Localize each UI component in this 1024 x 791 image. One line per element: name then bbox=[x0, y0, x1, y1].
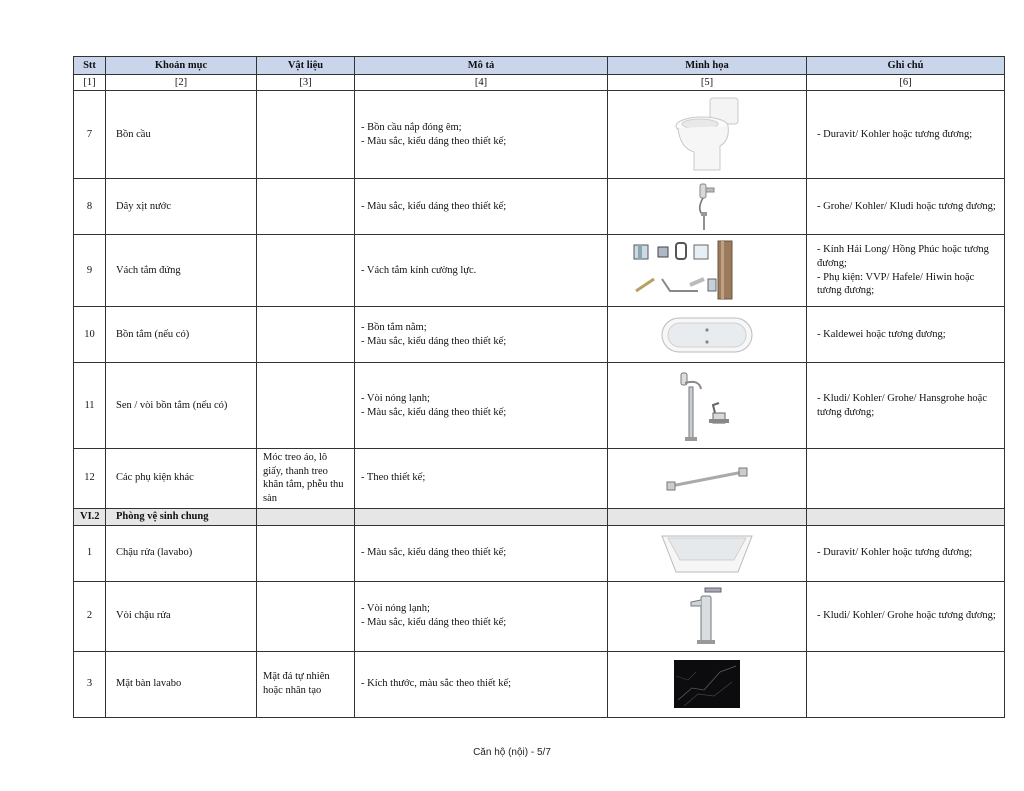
table-row bbox=[74, 449, 1005, 509]
shower-glass-hardware-icon bbox=[632, 239, 782, 303]
row-description bbox=[355, 179, 608, 235]
description-line: - Vòi nóng lạnh; bbox=[361, 603, 430, 615]
index-cell: [2] bbox=[106, 75, 257, 91]
note-line: - Grohe/ Kohler/ Kludi hoặc tương đương; bbox=[817, 200, 996, 212]
index-cell: [4] bbox=[355, 75, 608, 91]
table-row bbox=[74, 307, 1005, 363]
row-material bbox=[257, 581, 355, 651]
index-cell: [5] bbox=[608, 75, 807, 91]
row-illustration bbox=[608, 307, 807, 363]
section-title: Phòng vệ sinh chung bbox=[106, 508, 257, 525]
header-item: Khoản mục bbox=[106, 57, 257, 75]
row-item: Mặt bàn lavabo bbox=[106, 651, 257, 717]
row-illustration bbox=[608, 91, 807, 179]
row-illustration bbox=[608, 235, 807, 307]
index-cell: [1] bbox=[74, 75, 106, 91]
header-row bbox=[74, 57, 1005, 75]
row-stt: 12 bbox=[74, 449, 106, 509]
description-line: - Màu sắc, kiểu dáng theo thiết kế; bbox=[361, 135, 507, 147]
bidet-spray-icon bbox=[692, 182, 722, 232]
note-line: - Kính Hải Long/ Hồng Phúc hoặc tương đương; bbox=[817, 244, 989, 269]
basin-faucet-icon bbox=[687, 586, 727, 646]
header-note: Ghi chú bbox=[807, 57, 1005, 75]
row-description bbox=[355, 363, 608, 449]
row-item: Các phụ kiện khác bbox=[106, 449, 257, 509]
washbasin-icon bbox=[660, 530, 754, 576]
row-material bbox=[257, 363, 355, 449]
row-stt: 10 bbox=[74, 307, 106, 363]
row-material bbox=[257, 235, 355, 307]
description-line: - Bồn cầu nắp đóng êm; bbox=[361, 121, 462, 133]
header-illustration: Minh họa bbox=[608, 57, 807, 75]
spec-table bbox=[73, 56, 1005, 718]
row-note bbox=[807, 651, 1005, 717]
note-line: - Kludi/ Kohler/ Grohe hoặc tương đương; bbox=[817, 610, 996, 622]
table-row bbox=[74, 581, 1005, 651]
row-description bbox=[355, 91, 608, 179]
row-description bbox=[355, 449, 608, 509]
row-description bbox=[355, 307, 608, 363]
row-illustration bbox=[608, 581, 807, 651]
row-item: Dây xịt nước bbox=[106, 179, 257, 235]
row-note bbox=[807, 449, 1005, 509]
row-material bbox=[257, 525, 355, 581]
row-note bbox=[807, 91, 1005, 179]
description-line: - Màu sắc, kiểu dáng theo thiết kế; bbox=[361, 406, 507, 418]
towel-bar-icon bbox=[665, 464, 749, 492]
description-line: - Vách tắm kính cường lực. bbox=[361, 264, 477, 276]
row-item: Vòi chậu rửa bbox=[106, 581, 257, 651]
table-row bbox=[74, 91, 1005, 179]
row-stt: 8 bbox=[74, 179, 106, 235]
row-note bbox=[807, 581, 1005, 651]
note-line: - Kludi/ Kohler/ Grohe/ Hansgrohe hoặc tương đương; bbox=[817, 392, 987, 418]
section-row bbox=[74, 508, 1005, 525]
row-illustration bbox=[608, 363, 807, 449]
note-line: - Kaldewei hoặc tương đương; bbox=[817, 328, 946, 340]
index-cell: [6] bbox=[807, 75, 1005, 91]
row-note bbox=[807, 179, 1005, 235]
row-stt: 3 bbox=[74, 651, 106, 717]
row-description bbox=[355, 651, 608, 717]
toilet-icon bbox=[672, 96, 742, 174]
description-line: - Kích thước, màu sắc theo thiết kế; bbox=[361, 678, 512, 690]
row-stt: 11 bbox=[74, 363, 106, 449]
index-row bbox=[74, 75, 1005, 91]
note-line: - Duravit/ Kohler hoặc tương đương; bbox=[817, 547, 973, 559]
black-marble-swatch-icon bbox=[674, 660, 740, 708]
row-stt: 7 bbox=[74, 91, 106, 179]
row-description bbox=[355, 235, 608, 307]
row-material: Mặt đá tự nhiên hoặc nhân tạo bbox=[257, 651, 355, 717]
row-item: Chậu rửa (lavabo) bbox=[106, 525, 257, 581]
row-item: Sen / vòi bồn tắm (nếu có) bbox=[106, 363, 257, 449]
note-line: - Phụ kiện: VVP/ Hafele/ Hiwin hoặc tương đương; bbox=[817, 271, 975, 297]
description-line: - Màu sắc, kiểu dáng theo thiết kế; bbox=[361, 617, 507, 629]
table-row bbox=[74, 525, 1005, 581]
row-material bbox=[257, 91, 355, 179]
row-illustration bbox=[608, 651, 807, 717]
header-description: Mô tả bbox=[355, 57, 608, 75]
table-row bbox=[74, 363, 1005, 449]
description-line: - Bồn tắm nằm; bbox=[361, 321, 427, 333]
tub-faucet-icon bbox=[675, 369, 739, 443]
row-illustration bbox=[608, 525, 807, 581]
row-item: Bồn cầu bbox=[106, 91, 257, 179]
row-item: Vách tắm đứng bbox=[106, 235, 257, 307]
row-description bbox=[355, 525, 608, 581]
index-cell: [3] bbox=[257, 75, 355, 91]
table-row bbox=[74, 651, 1005, 717]
section-stt: VI.2 bbox=[74, 508, 106, 525]
table-row bbox=[74, 235, 1005, 307]
row-stt: 1 bbox=[74, 525, 106, 581]
table-row bbox=[74, 179, 1005, 235]
description-line: - Vòi nóng lạnh; bbox=[361, 392, 430, 404]
description-line: - Theo thiết kế; bbox=[361, 472, 426, 484]
row-note bbox=[807, 307, 1005, 363]
page-footer: Căn hộ (nội) - 5/7 bbox=[473, 747, 551, 758]
description-line: - Màu sắc, kiểu dáng theo thiết kế; bbox=[361, 335, 507, 347]
row-description bbox=[355, 581, 608, 651]
header-stt: Stt bbox=[74, 57, 106, 75]
description-line: - Màu sắc, kiểu dáng theo thiết kế; bbox=[361, 547, 507, 559]
row-note bbox=[807, 525, 1005, 581]
note-line: - Duravit/ Kohler hoặc tương đương; bbox=[817, 128, 973, 140]
row-note bbox=[807, 363, 1005, 449]
bathtub-icon bbox=[660, 314, 754, 356]
row-material bbox=[257, 179, 355, 235]
description-line: - Màu sắc, kiểu dáng theo thiết kế; bbox=[361, 200, 507, 212]
row-note bbox=[807, 235, 1005, 307]
row-illustration bbox=[608, 179, 807, 235]
header-material: Vật liệu bbox=[257, 57, 355, 75]
row-stt: 2 bbox=[74, 581, 106, 651]
row-item: Bồn tắm (nếu có) bbox=[106, 307, 257, 363]
row-material: Móc treo áo, lô giấy, thanh treo khăn tắm, phễu thu sàn bbox=[257, 449, 355, 509]
row-stt: 9 bbox=[74, 235, 106, 307]
row-illustration bbox=[608, 449, 807, 509]
row-material bbox=[257, 307, 355, 363]
